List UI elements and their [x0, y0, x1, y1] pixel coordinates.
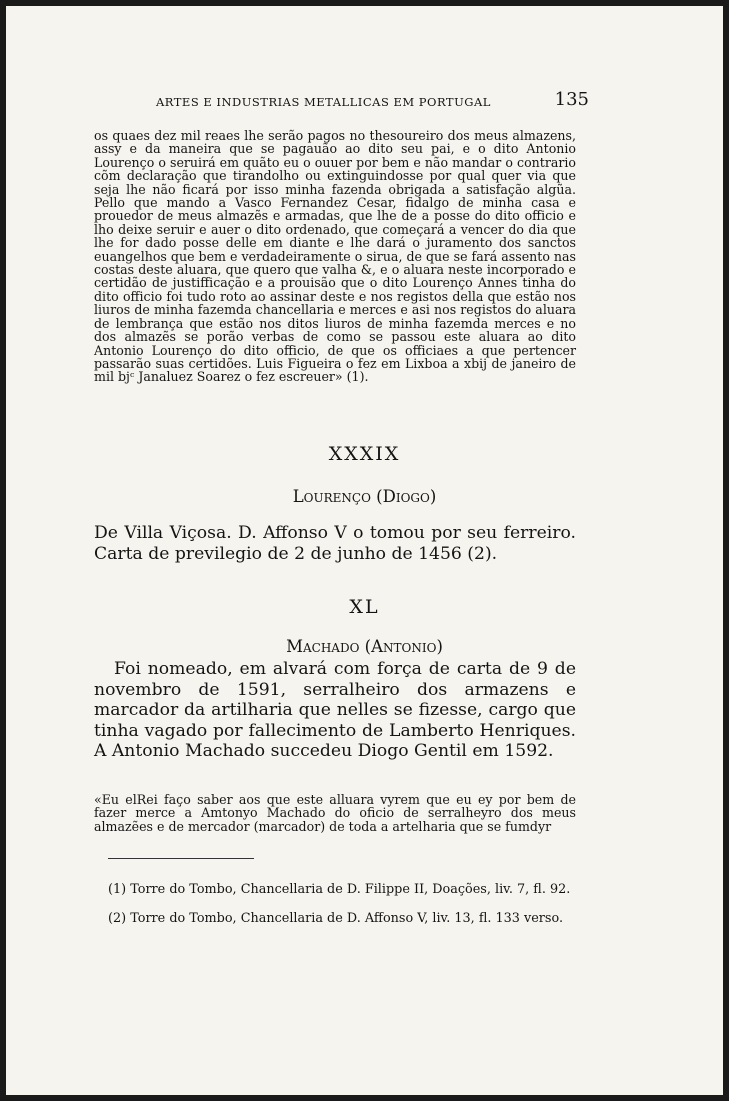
page-number: 135 — [554, 89, 589, 110]
section-name-machado-antonio: Machado (Antonio) — [286, 637, 443, 656]
section-numeral-xxxix: XXXIX — [328, 443, 401, 465]
quoted-alvara-start: «Eu elRei faço saber aos que este alluara vyrem que eu ey por bem de fazer merce a Amtonyo Machado do oficio de serralheyro dos meus almazẽes e de mercador (marcador) de toda a artelharia que se fumdyr — [94, 792, 576, 834]
page-header — [106, 89, 589, 111]
document-page — [6, 6, 723, 1095]
footnote-divider — [108, 858, 254, 859]
section-xl-text: Foi nomeado, em alvará com força de carta de 9 de novembro de 1591, serralheiro dos armazens e marcador da artilharia que nelles se fizesse, cargo que tinha vagado por fallecimento de Lamberto Henriques. A Antonio Machado succedeu Diogo Gentil em 1592. — [94, 659, 576, 761]
section-name-lourenco-diogo: Lourenço (Diogo) — [292, 487, 437, 506]
footnote-2: (2) Torre do Tombo, Chancellaria de D. Affonso V, liv. 13, fl. 133 verso. — [108, 911, 564, 926]
quoted-document-continuation: os quaes dez mil reaes lhe serão pagos no thesoureiro dos meus almazens, assy e da maneira que se pagauão ao dito seu pai, e o dito Antonio Lourenço o seruirá em quãto eu o ouuer por bem e não mandar o contrario cõm declaração que tirandolho ou extinguindosse por qual quer via que seja lhe não ficará por isso minha fazenda obrigada a satisfação algũa. Pello que mando a Vasco Fernandez Cesar, fidalgo de minha casa e prouedor de meus almazẽs e armadas, que lhe de a posse do dito officio e lho deixe seruir e auer o dito ordenado, que começará a vencer do dia que lhe for dado posse delle em diante e lhe dará o juramento dos sanctos euangelhos que bem e verdadeiramente o sirua, de que se fará assento nas costas deste aluara, que quero que valha &, e o aluara neste incorporado e certidão de justifficação e a prouisão que o dito Lourenço Annes tinha do dito officio foi tudo roto ao assinar deste e nos registos della que estão nos liuros de minha fazemda chancellaria e merces e asi nos registos do aluara de lembrança que estão nos ditos liuros de minha fazemda merces e no dos almazẽs se porão verbas de como se passou este aluara ao dito Antonio Lourenço do dito officio, de que os officiaes a que pertencer passarão suas certidões. Luis Figueira o fez em Lixboa a xbij de janeiro de mil bjᶜ Janaluez Soarez o fez escreuer» (1). — [94, 128, 576, 385]
footnote-1: (1) Torre do Tombo, Chancellaria de D. Filippe II, Doações, liv. 7, fl. 92. — [108, 882, 571, 897]
section-numeral-xl: XL — [349, 596, 380, 618]
section-xxxix-text: De Villa Viçosa. D. Affonso V o tomou por seu ferreiro. Carta de previlegio de 2 de junho de 1456 (2). — [94, 523, 576, 564]
running-title: ARTES E INDUSTRIAS METALLICAS EM PORTUGAL — [156, 95, 491, 109]
